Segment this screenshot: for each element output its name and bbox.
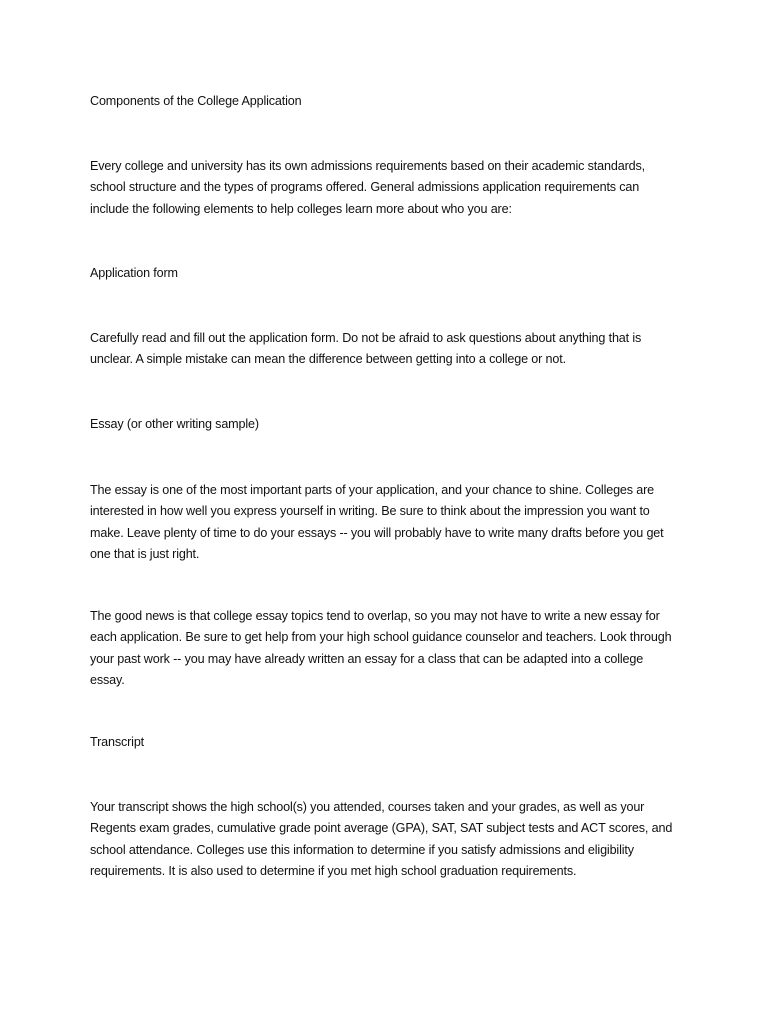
intro-paragraph: Every college and university has its own admissions requirements based on their academic standards, school structure and the types of programs offered. General admissions application requirements can include the following elements to help colleges learn more about who you are: — [90, 159, 645, 216]
section-heading-transcript: Transcript — [90, 735, 145, 749]
essay-paragraph-1: The essay is one of the most important parts of your application, and your chance to shine. Colleges are interested in how well you express yourself in writing. Be sure to think about the impression you want to make. Leave plenty of time to do your essays -- you will probably have to write many drafts before you get one that is just right. — [90, 483, 664, 562]
essay-paragraph-2: The good news is that college essay topics tend to overlap, so you may not have to write a new essay for each application. Be sure to get help from your high school guidance counselor and teachers. Look through your past work -- you may have already written an essay for a class that can be adapted into a college essay. — [90, 609, 672, 688]
section-heading-essay: Essay (or other writing sample) — [90, 417, 259, 431]
application-form-paragraph: Carefully read and fill out the application form. Do not be afraid to ask questions about anything that is unclear. A simple mistake can mean the difference between getting into a college or not. — [90, 331, 642, 367]
section-heading-application-form: Application form — [90, 266, 178, 280]
document-title: Components of the College Application — [90, 94, 302, 108]
transcript-paragraph: Your transcript shows the high school(s) you attended, courses taken and your grades, as well as your Regents exam grades, cumulative grade point average (GPA), SAT, SAT subject tests and ACT scores, and school attendance. Colleges use this information to determine if you satisfy admissions and eligibility requirements. It is also used to determine if you met high school graduation requirements. — [90, 800, 673, 879]
